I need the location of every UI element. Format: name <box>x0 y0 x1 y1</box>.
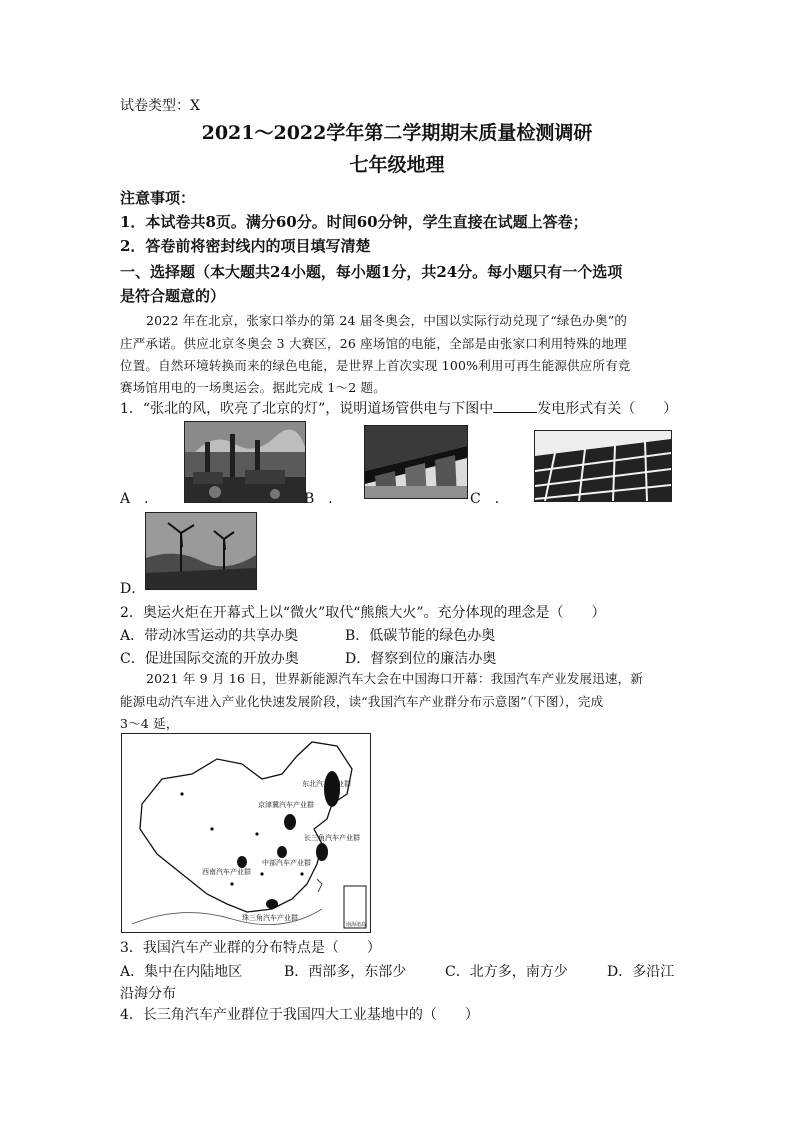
q1-stem <box>120 398 677 418</box>
q1-option-d: D． <box>120 581 146 597</box>
central-cluster-mark <box>277 846 287 858</box>
section-heading-line2: 是符合题意的） <box>120 287 226 305</box>
southwest-cluster-mark <box>237 856 247 868</box>
map-label-central: 中部汽车产业群 <box>262 859 311 867</box>
passage2-line1: 2021 年 9 月 16 日，世界新能源汽车大会在中国海口开幕：我国汽车产业发展迅速，新 <box>146 671 644 686</box>
q1-stem-part-b: 发电形式有关（ ） <box>537 401 678 417</box>
pearl-cluster-mark <box>266 899 278 909</box>
q3-option-d-continued: 沿海分布 <box>120 986 176 1002</box>
q1-stem-part-a: 1．“张北的风，吹亮了北京的灯”，说明道场管供电与下图中 <box>120 401 494 417</box>
passage1-line1: 2022 年在北京，张家口举办的第 24 届冬奥会，中国以实际行动兑现了“绿色办奥”的 <box>146 313 628 328</box>
map-label-jingjin: 京津冀汽车产业群 <box>258 801 314 809</box>
q2-option-b: B．低碳节能的绿色办奥 <box>345 628 496 644</box>
option-d-wind-power-photo <box>145 512 257 590</box>
yangtze-cluster-mark <box>316 843 328 861</box>
map-label-seas: 南海诸岛 <box>346 922 367 928</box>
q2-option-c: C．促进国际交流的开放办奥 <box>120 651 299 667</box>
answer-blank <box>493 400 537 413</box>
q2-option-d: D．督察到位的廉洁办奥 <box>345 651 497 667</box>
section-heading-line1: 一、选择题（本大题共24小题，每小题1分，共24分。每小题只有一个选项 <box>120 263 623 281</box>
q1-option-a: A ． <box>120 491 159 507</box>
notes-item-1: 1．本试卷共8页。满分60分。时间60分钟，学生直接在试题上答卷； <box>120 213 588 231</box>
northeast-cluster-mark <box>324 771 340 807</box>
q3-option-a: A．集中在内陆地区 <box>120 964 243 980</box>
q3-option-d: D．多沿江 <box>607 964 675 980</box>
paper-type: 试卷类型：X <box>120 98 200 114</box>
passage1-line3: 位置。自然环境转换而来的绿色电能，是世界上首次实现 100%利用可再生能源供应所有竞 <box>120 358 631 373</box>
q3-stem: 3．我国汽车产业群的分布特点是（ ） <box>120 940 381 956</box>
passage1-line2: 庄严承诺。供应北京冬奥会 3 大赛区，26 座场馆的电能，全部是由张家口利用特殊的地理 <box>120 336 627 351</box>
page-subtitle: 七年级地理 <box>349 154 445 176</box>
passage2-line3: 3～4 延， <box>120 716 179 731</box>
q4-stem: 4．长三角汽车产业群位于我国四大工业基地中的（ ） <box>120 1007 479 1023</box>
passage2-line2: 能源电动汽车进入产业化快速发展阶段，读“我国汽车产业群分布示意图”（下图），完成 <box>120 694 604 709</box>
passage1-line4: 赛场馆用电的一场奥运会。据此完成 1～2 题。 <box>120 380 386 395</box>
map-label-northeast: 东北汽车产业群 <box>302 780 351 788</box>
map-label-yangtze: 长三角汽车产业群 <box>304 834 360 842</box>
option-a-thermal-power-photo <box>184 421 306 503</box>
notes-item-2: 2．答卷前将密封线内的项目填写清楚 <box>120 237 371 255</box>
jingjin-cluster-mark <box>284 814 296 830</box>
option-c-solar-panel-photo <box>534 430 672 502</box>
q2-stem: 2．奥运火炬在开幕式上以“微火”取代“熊熊大火”。充分体现的理念是（ ） <box>120 605 606 621</box>
china-auto-industry-map <box>121 733 371 933</box>
q3-option-b: B．西部多，东部少 <box>284 964 407 980</box>
q1-option-c: C ． <box>470 491 509 507</box>
q3-option-c: C．北方多，南方少 <box>445 964 568 980</box>
china-outline <box>140 742 352 912</box>
q1-option-b: B ． <box>304 491 343 507</box>
map-label-pearl: 珠三角汽车产业群 <box>242 914 298 922</box>
notes-heading: 注意事项： <box>120 189 196 207</box>
page-title: 2021～2022学年第二学期期末质量检测调研 <box>201 122 593 144</box>
map-label-southwest: 西南汽车产业群 <box>202 868 251 876</box>
option-b-hydropower-photo <box>364 425 468 499</box>
q2-option-a: A．带动冰雪运动的共享办奥 <box>120 628 299 644</box>
